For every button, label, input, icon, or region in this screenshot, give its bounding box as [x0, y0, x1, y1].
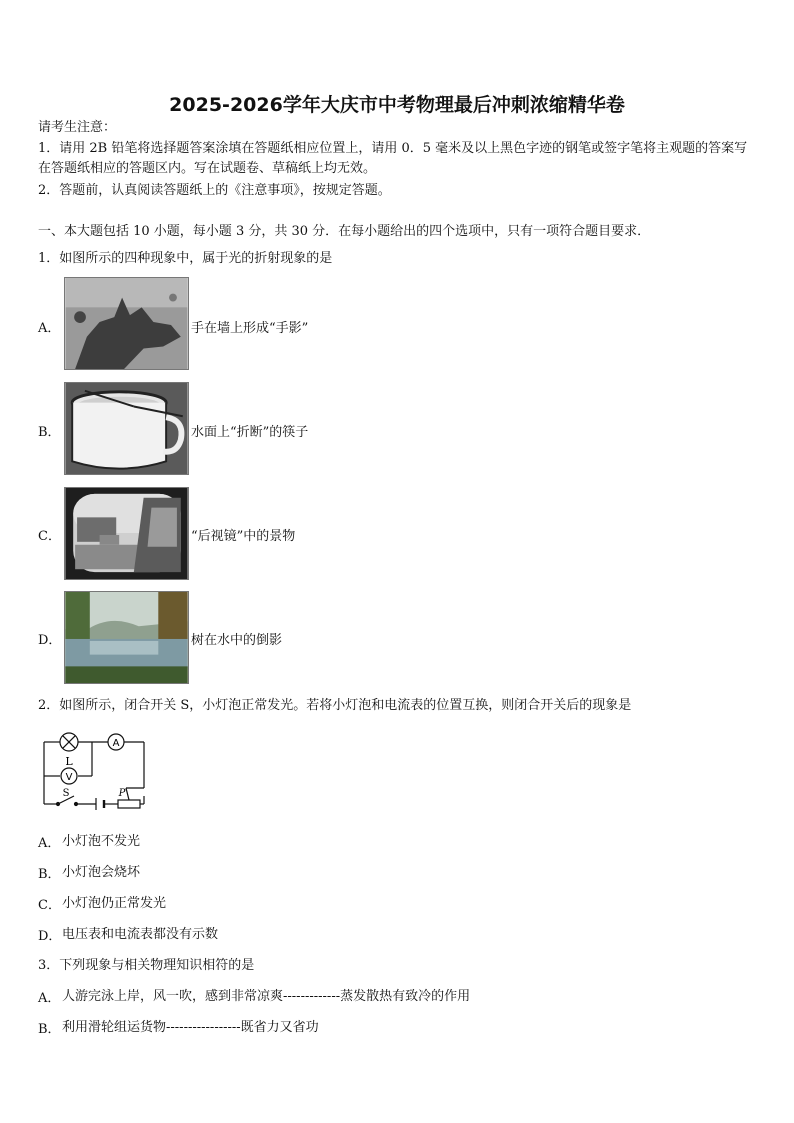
q1-option-b-label: B．: [38, 425, 61, 440]
rearview-mirror-photo: [64, 487, 189, 580]
ammeter-label: A: [112, 738, 120, 749]
q1-option-c-text: “后视镜”中的景物: [191, 529, 296, 544]
tree-reflection-photo: [64, 591, 189, 684]
lamp-label: L: [65, 755, 73, 768]
hand-shadow-photo: [64, 277, 189, 370]
q2-option-a-text: 小灯泡不发光: [62, 834, 141, 849]
q1-option-a-label: A．: [38, 321, 61, 336]
notice-heading: 请考生注意：: [38, 120, 117, 135]
q1-option-c-label: C．: [38, 529, 61, 544]
q1-option-d-label: D．: [38, 633, 62, 648]
q3-option-b-label: B．: [38, 1022, 61, 1037]
q3-option-a-label: A．: [38, 991, 61, 1006]
question-2-stem: 2．如图所示，闭合开关 S，小灯泡正常发光。若将小灯泡和电流表的位置互换，则闭合开关后的现象是: [38, 698, 632, 713]
q3-option-b-text: 利用滑轮组运货物-----------------既省力又省功: [62, 1020, 319, 1035]
circuit-diagram: [36, 728, 150, 814]
q2-option-d-text: 电压表和电流表都没有示数: [62, 927, 219, 942]
q1-option-a-text: 手在墙上形成“手影”: [191, 321, 309, 336]
notice-item-1: 1．请用 2B 铅笔将选择题答案涂填在答题纸相应位置上，请用 0．5 毫米及以上黑色字迹的钢笔或签字笔将主观题的答案写在答题纸相应的答题区内。写在试题卷、草稿纸上均无效。: [38, 141, 748, 176]
voltmeter-label: V: [65, 772, 73, 783]
q2-option-b-text: 小灯泡会烧坏: [62, 865, 141, 880]
q3-option-a-text: 人游完泳上岸，风一吹，感到非常凉爽-------------蒸发散热有致冷的作用: [62, 989, 471, 1004]
q1-option-d-text: 树在水中的倒影: [191, 633, 283, 648]
section-heading: 一、本大题包括 10 小题，每小题 3 分，共 30 分．在每小题给出的四个选项中，只有一项符合题目要求．: [38, 224, 651, 239]
q2-option-b-label: B．: [38, 867, 61, 882]
q2-option-c-label: C．: [38, 898, 61, 913]
q2-option-a-label: A．: [38, 836, 61, 851]
chopstick-in-cup-photo: [64, 382, 189, 475]
q2-option-d-label: D．: [38, 929, 62, 944]
notice-item-2: 2．答题前，认真阅读答题纸上的《注意事项》，按规定答题。: [38, 183, 391, 198]
q2-option-c-text: 小灯泡仍正常发光: [62, 896, 167, 911]
slider-label: P: [118, 788, 126, 799]
q1-option-b-text: 水面上“折断”的筷子: [191, 425, 309, 440]
question-3-stem: 3．下列现象与相关物理知识相符的是: [38, 958, 255, 973]
page-title: 2025-2026学年大庆市中考物理最后冲刺浓缩精华卷: [169, 94, 625, 116]
question-1-stem: 1．如图所示的四种现象中，属于光的折射现象的是: [38, 251, 333, 266]
switch-label: S: [62, 788, 70, 799]
